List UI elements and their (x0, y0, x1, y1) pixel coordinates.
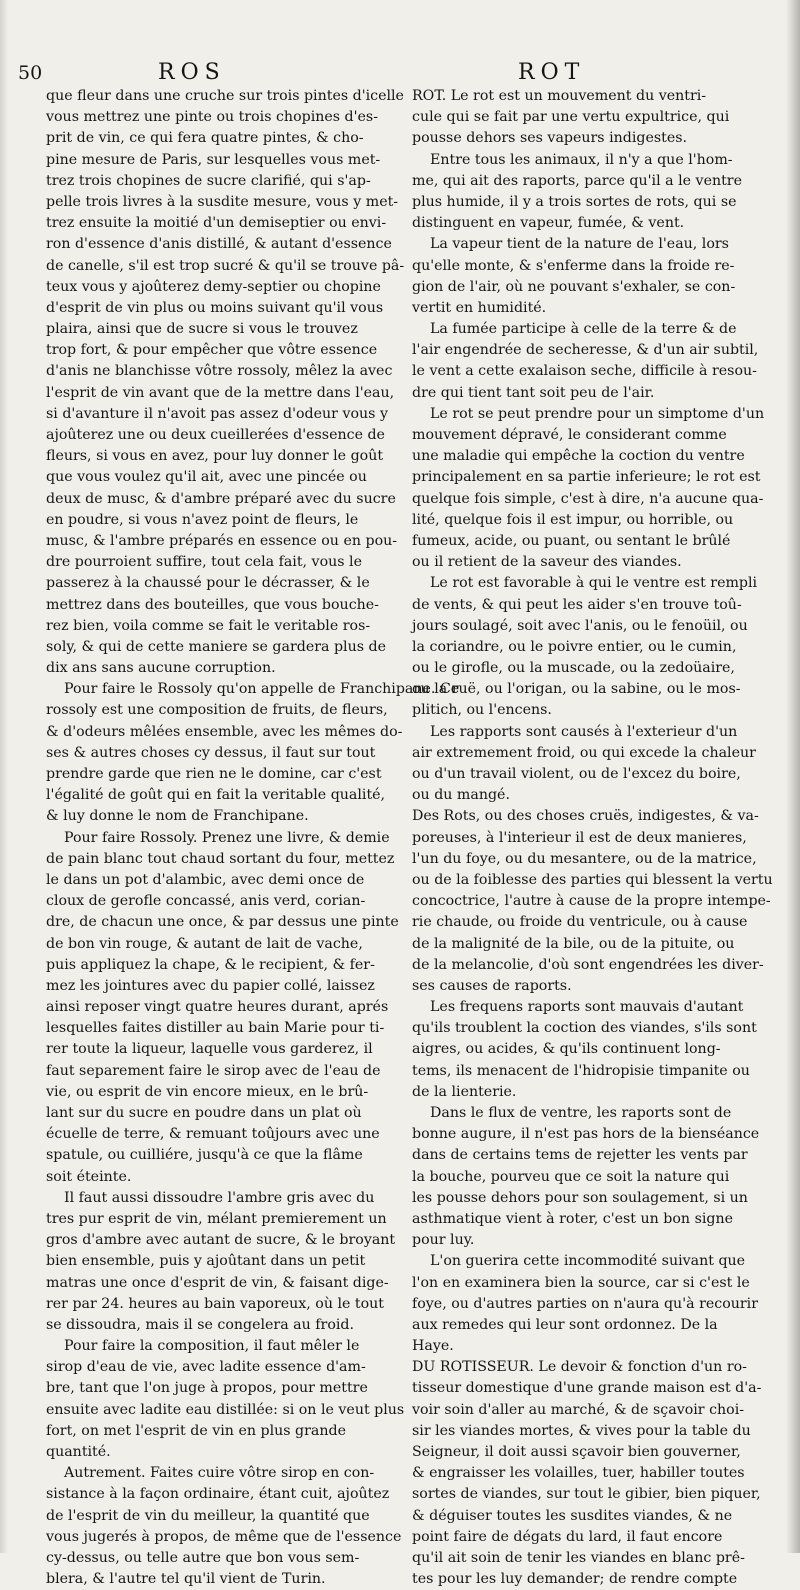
text-line: qu'il ait soin de tenir les viandes en blanc prê- (412, 1549, 745, 1566)
text-line: qu'ils troublent la coction des viandes, s'ils sont (412, 1020, 757, 1037)
text-line: ou d'un travail violent, ou de l'excez du boire, (412, 766, 741, 782)
text-line: Le rot se peut prendre pour un simptome d'un (430, 405, 765, 422)
text-line: sortes de viandes, sur tout le gibier, bien piquer, (412, 1486, 761, 1503)
text-line: l'air engendrée de secheresse, & d'un air subtil, (412, 342, 759, 359)
text-line: Les frequens raports sont mauvais d'autant (430, 999, 744, 1016)
text-line: poreuses, à l'interieur il est de deux manieres, (412, 829, 747, 846)
text-line: dre pourroient suffire, tout cela fait, vous le (46, 554, 362, 571)
text-line: se dissoudra, mais il se congelera au froid. (46, 1316, 354, 1333)
text-line: de l'esprit de vin du meilleur, la quantité que (46, 1507, 370, 1524)
text-line: ajoûterez une ou deux cueillerées d'essence de (46, 427, 385, 443)
text-line: sistance à la façon ordinaire, étant cuit, ajoûtez (46, 1486, 390, 1503)
text-line: ou la ruë, ou l'origan, ou la sabine, ou le mos- (412, 681, 741, 698)
text-line: trez trois chopines de sucre clarifié, qui s'ap- (46, 172, 371, 189)
text-line: cloux de gerofle concassé, anis verd, corian- (46, 893, 366, 910)
text-line: tres pur esprit de vin, mélant premierement un (46, 1210, 387, 1227)
text-line: fumeux, acide, ou puant, ou sentant le brûlé (412, 532, 731, 549)
text-line: faut separement faire le sirop avec de l'eau de (46, 1062, 381, 1079)
text-line: bre, tant que l'on juge à propos, pour mettre (46, 1380, 368, 1397)
gutter-shadow (0, 0, 8, 1553)
text-line: mouvement dépravé, le considerant comme (412, 427, 727, 443)
text-line: trez ensuite la moitié d'un demiseptier ou envi- (46, 215, 387, 232)
text-line: de la malignité de la bile, ou de la pituite, ou (412, 935, 735, 952)
text-line: de pain blanc tout chaud sortant du four, mettez (46, 850, 395, 867)
text-line: de la melancolie, d'où sont engendrées les diver- (412, 956, 764, 973)
text-line: bien ensemble, puis y ajoûtant dans un petit (46, 1253, 366, 1270)
text-line: aux remedes qui leur sont ordonnez. De la (412, 1316, 718, 1333)
text-line: me, qui ait des raports, parce qu'il a le ventre (412, 172, 742, 189)
text-line: ou le girofle, ou la muscade, ou la zedoüaire, (412, 660, 735, 677)
text-line: rer par 24. heures au bain vaporeux, où le tout (46, 1295, 384, 1312)
text-line: en poudre, si vous n'avez point de fleurs, le (46, 511, 359, 528)
text-line: & luy donne le nom de Franchipane. (46, 808, 309, 825)
text-line: Il faut aussi dissoudre l'ambre gris avec du (64, 1189, 375, 1206)
text-line: Dans le flux de ventre, les raports sont de (430, 1105, 732, 1121)
text-line: dans de certains tems de rejetter les vents par (412, 1147, 748, 1164)
text-line: pousse dehors ses vapeurs indigestes. (412, 130, 688, 147)
text-line: voir soin d'aller au marché, & de sçavoir choi- (412, 1401, 745, 1418)
text-line: deux de musc, & d'ambre préparé avec du sucre (46, 490, 396, 507)
text-line: les pousse dehors pour son soulagement, si un (412, 1189, 748, 1206)
text-line: vie, ou esprit de vin encore mieux, en le brû- (46, 1083, 369, 1100)
text-line: ou du mangé. (412, 787, 510, 804)
text-line: écuelle de terre, & remuant toûjours avec une (46, 1126, 380, 1143)
text-line: rossoly est une composition de fruits, de fleurs, (46, 702, 388, 719)
text-line: Les rapports sont causés à l'exterieur d'un (430, 723, 738, 740)
text-line: air extremement froid, ou qui excede la chaleur (412, 744, 756, 761)
text-line: de la lienterie. (412, 1083, 517, 1100)
text-line: passerez à la chaussé pour le décrasser, & le (46, 575, 370, 592)
text-line: Seigneur, il doit aussi sçavoir bien gouverner, (412, 1444, 741, 1460)
text-line: sirop d'eau de vie, avec ladite essence d'am- (46, 1359, 366, 1376)
text-line: la bouche, pourveu que ce soit la nature qui (412, 1168, 730, 1185)
text-line: lité, quelque fois il est impur, ou horrible, ou (412, 511, 734, 528)
text-line: teux vous y ajoûterez demy-septier ou chopine (46, 278, 381, 295)
text-line: Autrement. Faites cuire vôtre sirop en con- (64, 1465, 375, 1482)
text-line: pour luy. (412, 1232, 475, 1249)
text-line: fleurs, si vous en avez, pour luy donner le goût (46, 448, 384, 465)
text-line: distinguent en vapeur, fumée, & vent. (412, 215, 685, 232)
text-line: cy-dessus, ou telle autre que bon vous sem- (46, 1549, 360, 1566)
text-line: vertit en humidité. (412, 299, 547, 316)
text-line: ainsi reposer vingt quatre heures durant, aprés (46, 999, 389, 1016)
text-line: rie chaude, ou froide du ventricule, ou à cause (412, 914, 748, 931)
text-line: prendre garde que rien ne le domine, car c'est (46, 766, 382, 782)
text-line: d'esprit de vin plus ou moins suivant qu'il vous (46, 299, 384, 316)
text-line: aigres, ou acides, & qu'ils continuent long- (412, 1041, 721, 1058)
text-line: rez bien, voila comme se fait le veritable ros- (46, 617, 371, 634)
text-line: La vapeur tient de la nature de l'eau, lors (430, 236, 729, 253)
text-line: jours soulagé, soit avec l'anis, ou le fenoüil, ou (412, 617, 748, 634)
text-line: Pour faire Rossoly. Prenez une livre, & demie (64, 829, 390, 846)
text-line: si d'avanture il n'avoit pas assez d'odeur vous y (46, 405, 388, 422)
text-line: tes pour les luy demander; de rendre compte (412, 1571, 738, 1588)
text-line: Des Rots, ou des choses cruës, indigestes, & va- (412, 808, 759, 825)
text-line: matras une once d'esprit de vin, & faisant dige- (46, 1274, 389, 1291)
text-line: une maladie qui empêche la coction du ventre (412, 448, 745, 465)
text-line: ron d'essence d'anis distillé, & autant d'essence (46, 236, 392, 253)
text-line: ses causes de raports. (412, 977, 572, 994)
text-line: ROT. Le rot est un mouvement du ventri- (412, 88, 707, 104)
text-line: blera, & l'autre tel qu'il vient de Turin. (46, 1571, 326, 1588)
page-number: 50 (18, 62, 43, 84)
text-line: principalement en sa partie inferieure; le rot est (412, 469, 761, 486)
text-line: concoctrice, l'autre à cause de la propre intempe- (412, 893, 771, 910)
text-line: vous mettrez une pinte ou trois chopines d'es- (46, 109, 379, 126)
text-line: foye, ou d'autres parties on n'aura qu'à recourir (412, 1295, 758, 1312)
text-line: tems, ils menacent de l'hidropisie timpanite ou (412, 1062, 750, 1079)
text-line: ou il retient de la saveur des viandes. (412, 554, 682, 571)
text-line: ses & autres choses cy dessus, il faut sur tout (46, 744, 376, 761)
text-line: bonne augure, il n'est pas hors de la bienséance (412, 1126, 760, 1143)
text-line: ensuite avec ladite eau distillée: si on le veut plus (46, 1401, 405, 1418)
text-line: plaira, ainsi que de sucre si vous le trouvez (46, 321, 358, 338)
text-line: Le rot est favorable à qui le ventre est rempli (430, 575, 758, 592)
text-line: prit de vin, ce qui fera quatre pintes, & cho- (46, 130, 364, 147)
text-line: ou de la foiblesse des parties qui blessent la vertu (412, 871, 773, 888)
text-line: mettrez dans des bouteilles, que vous bouche- (46, 596, 379, 613)
text-line: Haye. (412, 1338, 454, 1355)
text-line: dre qui tient tant soit peu de l'air. (412, 384, 655, 401)
running-head (0, 62, 800, 88)
text-line: trop fort, & pour empêcher que vôtre essence (46, 342, 378, 359)
text-line: l'esprit de vin avant que de la mettre dans l'eau, (46, 384, 395, 401)
text-line: gros d'ambre avec autant de sucre, & le broyant (46, 1232, 396, 1249)
text-line: tisseur domestique d'une grande maison est d'a- (412, 1380, 762, 1397)
text-line: de bon vin rouge, & autant de lait de vache, (46, 935, 363, 952)
right-text-column (412, 86, 777, 1590)
text-line: Pour faire la composition, il faut mêler le (64, 1338, 360, 1355)
text-line: Entre tous les animaux, il n'y a que l'hom- (430, 151, 733, 168)
right-running-heading: ROT (518, 60, 586, 85)
text-line: lant sur du sucre en poudre dans un plat où (46, 1105, 362, 1121)
text-line: musc, & l'ambre préparés en essence ou en pou- (46, 532, 398, 549)
text-line: que vous voulez qu'il ait, avec une pincée ou (46, 469, 367, 486)
text-line: cule qui se fait par une vertu expultrice, qui (412, 109, 730, 126)
text-line: DU ROTISSEUR. Le devoir & fonction d'un ro- (412, 1359, 747, 1376)
text-line: spatule, ou cuilliére, jusqu'à ce que la flâme (46, 1147, 363, 1164)
left-running-heading: ROS (158, 60, 226, 85)
text-line: plus humide, il y a trois sortes de rots, qui se (412, 193, 737, 210)
text-line: gion de l'air, où ne pouvant s'exhaler, se con- (412, 278, 736, 295)
text-line: d'anis ne blanchisse vôtre rossoly, mêlez la avec (46, 363, 393, 380)
text-line: Pour faire le Rossoly qu'on appelle de Franchipane. Ce (64, 681, 460, 698)
text-line: pine mesure de Paris, sur lesquelles vous met- (46, 151, 381, 168)
text-line: le dans un pot d'alambic, avec demi once de (46, 871, 365, 888)
text-line: & engraisser les volailles, tuer, habiller toutes (412, 1465, 745, 1482)
text-line: sir les viandes mortes, & vives pour la table du (412, 1422, 751, 1439)
text-line: dix ans sans aucune corruption. (46, 660, 276, 677)
text-line: L'on guerira cette incommodité suivant que (430, 1253, 746, 1270)
text-line: dre, de chacun une once, & par dessus une pinte (46, 914, 399, 931)
text-line: l'on en examinera bien la source, car si c'est le (412, 1274, 750, 1291)
text-line: soly, & qui de cette maniere se gardera plus de (46, 638, 386, 655)
text-line: & déguiser toutes les susdites viandes, & ne (412, 1507, 733, 1524)
text-line: asthmatique vient à roter, c'est un bon signe (412, 1210, 734, 1227)
text-line: la coriandre, ou le poivre entier, ou le cumin, (412, 638, 737, 655)
text-line: l'égalité de goût qui en fait la veritable qualité, (46, 787, 386, 804)
text-line: puis appliquez la chape, & le recipient, & fer- (46, 956, 375, 973)
text-line: rer toute la liqueur, laquelle vous garderez, il (46, 1041, 373, 1058)
text-line: soit éteinte. (46, 1168, 132, 1185)
text-line: point faire de dégats du lard, il faut encore (412, 1528, 723, 1545)
text-line: l'un du foye, ou du mesantere, ou de la matrice, (412, 850, 757, 867)
text-line: qu'elle monte, & s'enferme dans la froide re- (412, 257, 735, 274)
text-line: de canelle, s'il est trop sucré & qu'il se trouve pâ- (46, 257, 405, 274)
text-line: que fleur dans une cruche sur trois pintes d'icelle (46, 88, 404, 104)
text-line: plitich, ou l'encens. (412, 702, 552, 719)
page-edge-shadow (786, 0, 800, 1553)
text-line: quelque fois simple, c'est à dire, n'a aucune qua- (412, 490, 764, 507)
text-line: le vent a cette exalaison seche, difficile à resou- (412, 363, 757, 380)
text-line: quantité. (46, 1444, 111, 1460)
text-line: fort, on met l'esprit de vin en plus grande (46, 1422, 346, 1439)
text-line: La fumée participe à celle de la terre & de (430, 321, 737, 338)
text-line: lesquelles faites distiller au bain Marie pour ti- (46, 1020, 385, 1037)
text-line: & d'odeurs mêlées ensemble, avec les mêmes do- (46, 723, 403, 740)
text-line: vous jugerés à propos, de même que de l'essence (46, 1528, 402, 1545)
text-line: mez les jointures avec du papier collé, laissez (46, 977, 375, 994)
text-line: pelle trois livres à la susdite mesure, vous y met- (46, 193, 399, 210)
text-line: de vents, & qui peut les aider s'en trouve toû- (412, 596, 742, 613)
